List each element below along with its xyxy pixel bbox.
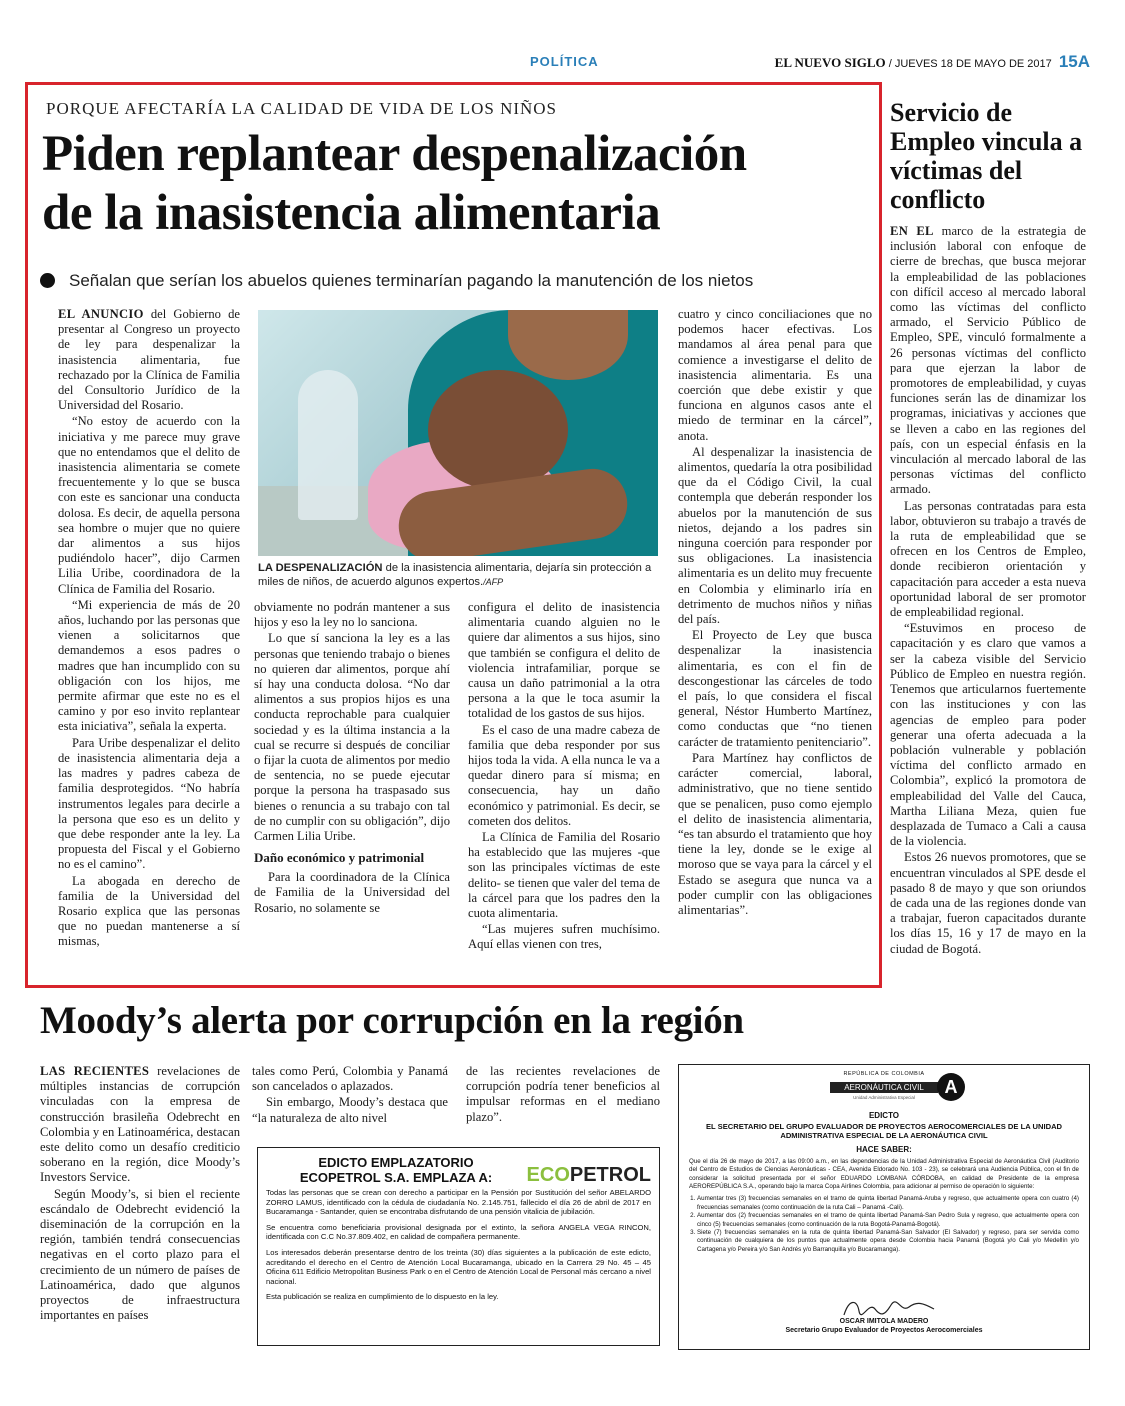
logo-left: ECO xyxy=(526,1164,570,1186)
aeronautica-a-icon: A xyxy=(937,1073,965,1101)
edicto-paragraph: Todas las personas que se crean con derecho a participar en la Pensión por Sustitución del señor ABELARDO ZORRO LAMUS, identificado con la cédula de ciudadanía No. 2.145.751, fallecido el día 26 de abril de 2017 en Bucaramanga - Santander, quien se encontraba disfrutando de una pensión vitalicia de jubilación. xyxy=(266,1188,651,1217)
page-header xyxy=(30,50,1090,78)
paragraph: Sin embargo, Moody’s destaca que “la naturaleza de alto nivel xyxy=(252,1095,448,1125)
caption-text: de la inasistencia alimentaria, dejaría sin protección a miles de niños, de acuerdo algunos expertos. xyxy=(258,562,652,588)
paragraph: Para la coordinadora de la Clínica de Familia de la Universidad del Rosario, no solamente se xyxy=(254,870,450,915)
paragraph: La Clínica de Familia del Rosario ha establecido que las mujeres -que son las principales víctimas de este delito- se tienen que valer del tema de la cárcel para que los padres den la cuota alimentaria. xyxy=(468,830,660,921)
lead-word: EL ANUNCIO xyxy=(58,307,144,321)
paragraph: Al despenalizar la inasistencia de alimentos, quedaría la otra posibilidad que da el Código Civil, la cual contempla que deberán responder los abuelos por la manutención de sus nietos, dejando a los padres sin ninguna coerción para responder por sus obligaciones. La inasistencia alimentaria es un delito muy frecuente en Colombia y eliminarlo iría en detrimento de muchos niños y niñas del país. xyxy=(678,444,872,627)
masthead xyxy=(775,52,1090,72)
main-article-column-2 xyxy=(254,600,450,917)
paragraph: cuatro y cinco conciliaciones que no podemos hacer efectivas. Los mandamos al área penal para que comience a investigarse el delito de inasistencia alimentaria. Es una coerción que debe existir y que funciona en algunos casos ante el miedo de terminar en la cárcel”, anota. xyxy=(678,307,872,443)
article-photo xyxy=(258,310,658,556)
ecopetrol-logo xyxy=(527,1164,651,1187)
moody-column-3 xyxy=(466,1064,660,1126)
subheading: Daño económico y patrimonial xyxy=(254,850,425,866)
paragraph: Es el caso de una madre cabeza de familia que deba responder por sus hijos toda la vida. A ella nunca le va a quedar dinero para sí misma; en consecuencia, hay un daño económico y patrimonial. Es decir, se cometen dos delitos. xyxy=(468,722,660,828)
section-label: POLÍTICA xyxy=(530,54,599,69)
list-item: 3. Siete (7) frecuencias semanales en la ruta de quinta libertad Panamá-San Salvador (El Salvador) y regreso, para ser servida como continuación de cualquiera de los puntos que actualmente opera desde Colombia hacia Panamá (Bogotá y/o Cali y/o Medellín y/o Cartagena y/o Pereira y/o San Andrés y/o Barranquilla y/o Bucaramanga). xyxy=(697,1229,1079,1254)
paragraph: Las personas contratadas para esta labor, obtuvieron su trabajo a través de la ruta de empleabilidad que se ofrecen en los Centros de Empleo, donde recibieron orientación y capacitación para acceder a esta nueva oportunidad laboral de ser promotor de empleabilidad regional. xyxy=(890,498,1086,620)
main-article-column-1 xyxy=(58,307,240,951)
edicto-subtitle: ECOPETROL S.A. EMPLAZA A: xyxy=(299,1170,493,1185)
paragraph: Para Uribe despenalizar el delito de inasistencia alimentaria deja a las madres y padres cabeza de familia desprotegidos. “No habría instrumentos legales para decirle a la persona que eso es un delito y que debe responder ante la ley. La propuesta del Fiscal y el Gobierno no es el camino”. xyxy=(58,735,240,872)
hace-saber: HACE SABER: xyxy=(856,1144,912,1154)
paragraph-text: marco de la estrategia de inclusión laboral con enfoque de cierre de brechas, que busca mejorar la empleabilidad de las poblaciones con difícil acceso al mercado laboral como las víctimas del conflicto armado, el Servicio Público de Empleo, SPE, vinculó formalmente a 26 personas víctimas del conflicto para que ejerzan la labor de promotores de empleabilidad, y cuyas funciones serán las de dinamizar los programas, iniciativas y acciones que se lleven a cabo en las regiones del país, con un especial énfasis en la vinculación al mercado laboral de las personas víctimas del conflicto armado. xyxy=(890,224,1086,497)
list-item: 1. Aumentar tres (3) frecuencias semanales en el tramo de quinta libertad Panamá-Aruba y regreso, que actualmente opera con cuatro (4) frecuencias semanales (como continuación de la ruta Cali – Panamá -Cali). xyxy=(697,1195,1079,1212)
paragraph: configura el delito de inasistencia alimentaria cuando alguien no le quiere dar alimentos a sus hijos, sino que también se configura el delito de violencia intrafamiliar, porque se causa un daño patrimonial a la otra persona a la que le toca asumir la totalidad de los gastos de sus hijos. xyxy=(468,600,660,721)
paragraph: “Mi experiencia de más de 20 años, luchando por las personas que vienen a solicitarnos que demandemos a esos padres o madres que han incumplido con su obligación con los hijos, me permite afirmar que este no es el camino y por eso invito replantear esta iniciativa”, señala la experta. xyxy=(58,597,240,734)
logo-top-text: REPÚBLICA DE COLOMBIA xyxy=(843,1071,925,1077)
edicto-paragraph: Que el día 26 de mayo de 2017, a las 09:00 a.m., en las dependencias de la Unidad Administrativa Especial de Aeronáutica Civil (Auditorio del Centro de Estudios de Ciencias Aeronáuticas - CEA, Avenida Eldorado No. 103 - 23), se celebrará una Audiencia Pública, con el fin de considerar la solicitud presentada por el señor EDUARDO LOMBANA CÓRDOBA, en calidad de Presidente de la empresa AEROREPÚBLICA S.A., operando bajo la marca Copa Airlines Colombia, para adicionar al permiso de operación lo siguiente: xyxy=(689,1157,1079,1191)
logo-right: PETROL xyxy=(569,1164,651,1186)
paragraph: La abogada en derecho de familia de la Universidad del Rosario explica que las personas que no puedan mantenerse a sí mismas, xyxy=(58,873,240,949)
article-deck xyxy=(40,271,753,291)
photo-caption xyxy=(258,561,663,589)
paragraph-text: del Gobierno de presentar al Congreso un proyecto de ley para despenalizar la inasistencia alimentaria, fue rechazado por la Clínica de Familia del Consultorio Jurídico de la Universidad del Rosario. xyxy=(58,307,240,413)
issue-date: / JUEVES 18 DE MAYO DE 2017 xyxy=(888,58,1052,70)
edicto-ecopetrol xyxy=(257,1147,660,1346)
moody-column-2 xyxy=(252,1064,448,1127)
paragraph: Lo que sí sanciona la ley es a las personas que teniendo trabajo o bienes no quieren dar alimentos, porque ahí sí hay una conducta dolosa. “No dar alimentos a sus propios hijos es una conducta reprochable para cualquier sociedad y es la última instancia a la cual se recurre si después de conciliar o fijar la cuota de alimentos por medio de sentencia, no se puede ejecutar porque la persona ha traspasado sus bienes o renuncia a su trabajo con tal de no cumplir con su obligación”, dijo Carmen Lilia Uribe. xyxy=(254,631,450,844)
lead-word: EN EL xyxy=(890,224,934,238)
paragraph xyxy=(40,1064,240,1186)
signer-title: Secretario Grupo Evaluador de Proyectos Aerocomerciales xyxy=(785,1327,983,1334)
paragraph: tales como Perú, Colombia y Panamá son cancelados o aplazados. xyxy=(252,1064,448,1094)
paragraph: “Las mujeres sufren muchísimo. Aquí ellas vienen con tres, xyxy=(468,922,660,952)
paragraph xyxy=(58,307,240,413)
headline-line-2: de la inasistencia alimentaria xyxy=(42,184,661,241)
newspaper-name: EL NUEVO SIGLO xyxy=(774,55,886,70)
paragraph: de las recientes revelaciones de corrupción podría tener beneficios al impulsar reformas en el mediano plazo”. xyxy=(466,1064,660,1124)
edicto-paragraph: Los interesados deberán presentarse dentro de los treinta (30) días siguientes a la publicación de este edicto, acreditando el derecho en el Centro de Atención Local Bucaramanga, ubicado en la Carrera 29 No. 45 – 45 Oficina 611 Edificio Metropolitan Business Park o en el Centro de Atención Local de Personal más cercano a nivel nacional. xyxy=(266,1247,651,1286)
moody-column-1 xyxy=(40,1064,240,1324)
paragraph: “No estoy de acuerdo con la iniciativa y me parece muy grave que no entendamos que el delito de inasistencia alimentaria se comete frecuentemente y lo que se busca con este es sancionar una conducta dolosa. Es decir, de aquella persona sea hombre o mujer que no quiere dar alimentos a sus hijos pudiéndolo hacer”, dijo Carmen Lilia Uribe, coordinadora de la Clínica de Familia del Rosario. xyxy=(58,414,240,596)
sidebar-article xyxy=(890,98,1090,958)
paragraph: obviamente no podrán mantener a sus hijos y eso la ley no lo sanciona. xyxy=(254,600,450,630)
list-item: 2. Aumentar dos (2) frecuencias semanales en el tramo de quinta libertad Panamá-San Pedro Sula y regreso, que actualmente opera con cinco (5) frecuencias semanales (como continuación de la ruta Bogotá-Panamá-Bogotá). xyxy=(697,1212,1079,1229)
paragraph: El Proyecto de Ley que busca despenalizar la inasistencia alimentaria, es con el fin de descongestionar las cárceles de todo el país, lo que considera el fiscal general, Néstor Humberto Martínez, como conductas que “no tienen carácter de tratamiento penitenciario”. xyxy=(678,628,872,749)
moody-headline: Moody’s alerta por corrupción en la región xyxy=(40,999,744,1042)
logo-sub-text: Unidad Administrativa Especial xyxy=(853,1095,915,1100)
deck-text: Señalan que serían los abuelos quienes terminarían pagando la manutención de los nietos xyxy=(69,271,754,290)
handwritten-signature xyxy=(839,1297,939,1319)
edicto-paragraph: Esta publicación se realiza en cumplimiento de lo dispuesto en la ley. xyxy=(266,1292,499,1302)
caption-lead: LA DESPENALIZACIÓN xyxy=(258,562,383,574)
main-article-column-3 xyxy=(468,600,660,954)
aeronautica-logo xyxy=(689,1071,1079,1107)
edicto-title: EDICTO xyxy=(868,1111,900,1120)
sidebar-body xyxy=(890,224,1086,957)
paragraph: “Estuvimos en proceso de capacitación y es claro que vamos a ser la cabeza visible del Servicio Público de Empleo en nuestra región. Tenemos que articularnos fuertemente con las instituciones y con las agencias de empleo para poder generar una oferta adecuada a la población vulnerable y población víctima del conflicto armado en Colombia”, explicó la promotora de empleabilidad del Valle del Cauca, Martha Liliana Meza, quien fue desplazada de Tumaco a Cali a causa de la violencia. xyxy=(890,621,1086,849)
signer-block xyxy=(679,1317,1089,1335)
logo-main-text: AERONÁUTICA CIVIL xyxy=(830,1082,938,1093)
signer-name: OSCAR IMITOLA MADERO xyxy=(839,1318,929,1325)
paragraph: Para Martínez hay conflictos de carácter comercial, laboral, administrativo, que no tiene sentido que se penalicen, puso como ejemplo el delito de inasistencia alimentaria, “es tan absurdo el tratamiento que hoy tiene la ley, donde se le exige al moroso que se vaya para la cárcel y el Estado se asegura que nunca va a poder cumplir con las obligaciones alimentarias”. xyxy=(678,750,872,917)
paragraph xyxy=(890,224,1086,498)
edicto-list xyxy=(697,1195,1079,1254)
article-headline xyxy=(42,125,872,242)
paragraph: Según Moody’s, si bien el reciente escándalo de Odebrecht evidenció la diseminación de la corrupción en la región, también tendrá consecuencias negativas en el corto plazo para el crecimiento de un número de países de Latinoamérica, dado que algunos proyectos de infraestructura importantes en países xyxy=(40,1186,240,1323)
page-number: 15A xyxy=(1058,52,1090,71)
edicto-paragraph: Se encuentra como beneficiaria provisional designada por el extinto, la señora ANGELA VEGA RINCON, identificada con C.C No.37.809.402, en calidad de compañera permanente. xyxy=(266,1222,651,1242)
edicto-aeronautica xyxy=(678,1064,1090,1350)
photo-background-figure xyxy=(298,370,358,520)
paragraph: Estos 26 nuevos promotores, que se encuentran vinculados al SPE desde el pasado 8 de mayo y que son oriundos de cada una de las regiones donde van a trabajar, fueron capacitados durante los días 15, 16 y 17 de mayo en la ciudad de Bogotá. xyxy=(890,850,1086,956)
edicto-issuer: EL SECRETARIO DEL GRUPO EVALUADOR DE PROYECTOS AEROCOMERCIALES DE LA UNIDAD ADMINISTRATIVA ESPECIAL DE LA AERONÁUTICA CIVIL xyxy=(705,1122,1063,1141)
main-article-frame xyxy=(25,82,882,988)
article-kicker: PORQUE AFECTARÍA LA CALIDAD DE VIDA DE LOS NIÑOS xyxy=(46,99,558,118)
photo-baby-head xyxy=(428,370,568,490)
main-article-column-4 xyxy=(678,307,872,919)
photo-credit: /AFP xyxy=(483,577,504,587)
edicto-title: EDICTO EMPLAZATORIO xyxy=(318,1155,474,1170)
lead-word: LAS RECIENTES xyxy=(40,1064,150,1078)
paragraph-text: revelaciones de múltiples instancias de corrupción vinculadas con la empresa de construcción brasileña Odebrecht en Colombia y en Latinoamérica, destacan este delito como un desafío crediticio soberano en la región, dice Moody’s Investors Service. xyxy=(40,1064,240,1185)
bullet-icon xyxy=(40,273,55,288)
headline-line-1: Piden replantear despenalización xyxy=(42,126,747,182)
sidebar-headline: Servicio de Empleo vincula a víctimas del conflicto xyxy=(890,98,1083,214)
